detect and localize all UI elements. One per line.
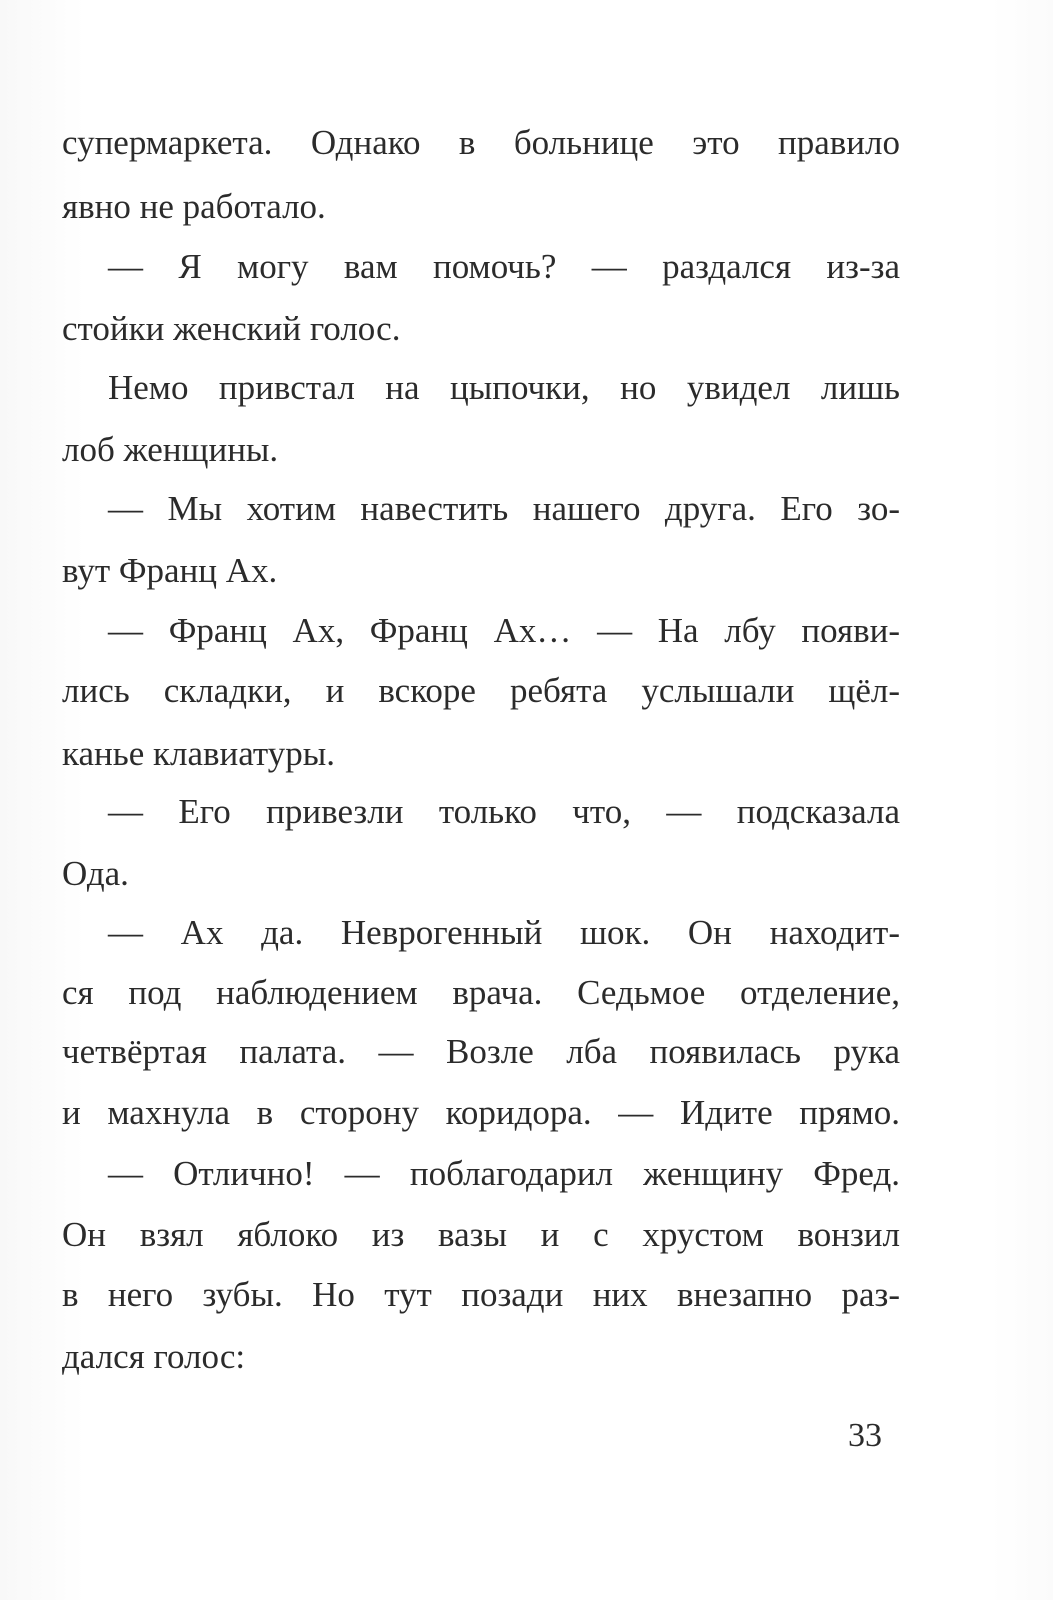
text-line: вут Франц Ах. <box>62 551 278 590</box>
text-line: четвёртая палата. — Возле лба появилась рука <box>62 1032 900 1071</box>
text-line: — Я могу вам помочь? — раздался из-за <box>108 247 900 286</box>
text-line: канье клавиатуры. <box>62 734 335 773</box>
text-line: и махнула в сторону коридора. — Идите прямо. <box>62 1093 900 1132</box>
text-line: — Его привезли только что, — подсказала <box>108 792 900 831</box>
text-line: Ода. <box>62 854 129 893</box>
text-line: лоб женщины. <box>62 430 279 469</box>
text-line: супермаркета. Однако в больнице это правило <box>62 123 900 162</box>
text-line: — Отлично! — поблагодарил женщину Фред. <box>108 1154 900 1193</box>
text-line: Он взял яблоко из вазы и с хрустом вонзил <box>62 1215 900 1254</box>
text-line: в него зубы. Но тут позади них внезапно раз- <box>62 1275 900 1314</box>
text-line: — Мы хотим навестить нашего друга. Его зо- <box>108 489 900 528</box>
text-line: явно не работало. <box>62 187 326 226</box>
text-line: ся под наблюдением врача. Седьмое отделение, <box>62 973 900 1012</box>
text-line: — Ах да. Неврогенный шок. Он находит- <box>108 913 900 952</box>
text-line: дался голос: <box>62 1337 246 1376</box>
text-line: Немо привстал на цыпочки, но увидел лишь <box>108 368 900 407</box>
text-line: стойки женский голос. <box>62 309 401 348</box>
text-line: — Франц Ах, Франц Ах… — На лбу появи- <box>108 611 900 650</box>
page-number: 33 <box>848 1417 882 1454</box>
text-line: лись складки, и вскоре ребята услышали щёл- <box>62 671 900 710</box>
